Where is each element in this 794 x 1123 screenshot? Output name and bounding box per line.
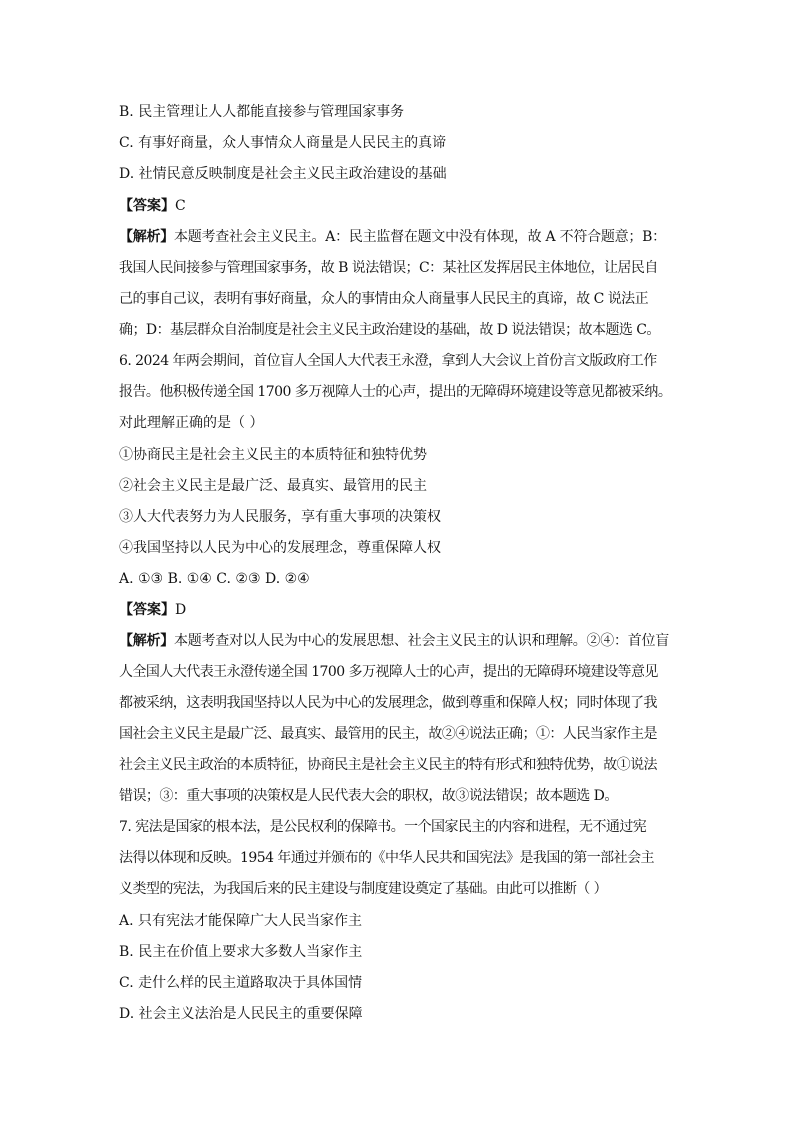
q6-analysis-line-4: 国社会主义民主是最广泛、最真实、最管用的民主，故②④说法正确；①：人民当家作主是 bbox=[119, 726, 657, 742]
q6-stem-line-3: 对此理解正确的是（ ） bbox=[119, 415, 264, 431]
q7-stem-line-3: 义类型的宪法，为我国后来的民主建设与制度建设奠定了基础。由此可以推断（ ） bbox=[119, 881, 608, 897]
q6-analysis-line-1 bbox=[119, 631, 699, 651]
q6-analysis-line-6: 错误；③：重大事项的决策权是人民代表大会的职权，故③说法错误；故本题选 D。 bbox=[119, 788, 618, 804]
q6-options: A. ①③ B. ①④ C. ②③ D. ②④ bbox=[119, 571, 310, 587]
q5-analysis-line-3: 己的事自己议，表明有事好商量，众人的事情由众人商量事人民民主的真谛，故 C 说法正 bbox=[119, 291, 649, 307]
q5-option-c: C. 有事好商量，众人事情众人商量是人民民主的真谛 bbox=[119, 135, 447, 151]
q6-analysis-line-5: 社会主义民主政治的本质特征，协商民主是社会主义民主的特有形式和独特优势，故①说法 bbox=[119, 757, 657, 773]
q6-analysis-text-1: 本题考查对以人民为中心的发展思想、社会主义民主的认识和理解。②④：首位盲 bbox=[174, 633, 669, 649]
q6-answer bbox=[119, 600, 699, 620]
q5-answer-tag: 【答案】 bbox=[119, 198, 175, 214]
q7-stem-line-2: 法得以体现和反映。1954 年通过并颁布的《中华人民共和国宪法》是我国的第一部社会主 bbox=[119, 850, 654, 866]
q6-analysis-line-3: 都被采纳，这表明我国坚持以人民为中心的发展理念，做到尊重和保障人权；同时体现了我 bbox=[119, 695, 657, 711]
q5-answer-value: C bbox=[175, 198, 186, 214]
q7-option-a: A. 只有宪法才能保障广大人民当家作主 bbox=[119, 913, 363, 929]
q7-option-b: B. 民主在价值上要求大多数人当家作主 bbox=[119, 944, 363, 960]
q7-option-d: D. 社会主义法治是人民民主的重要保障 bbox=[119, 1006, 363, 1022]
q5-analysis-tag: 【解析】 bbox=[119, 229, 174, 245]
q6-stem-line-1: 6. 2024 年两会期间，首位盲人全国人大代表王永澄，拿到人大会议上首份言文版政府工作 bbox=[119, 353, 657, 369]
q5-analysis-line-4: 确；D：基层群众自治制度是社会主义民主政治建设的基础，故 D 说法错误；故本题选 C。 bbox=[119, 322, 660, 338]
q6-answer-value: D bbox=[175, 602, 187, 618]
q6-answer-tag: 【答案】 bbox=[119, 602, 175, 618]
q6-analysis-tag: 【解析】 bbox=[119, 633, 174, 649]
q7-option-c: C. 走什么样的民主道路取决于具体国情 bbox=[119, 975, 363, 991]
q6-statement-1: ①协商民主是社会主义民主的本质特征和独特优势 bbox=[119, 447, 427, 463]
q5-analysis-line-1 bbox=[119, 227, 699, 247]
q5-option-b: B. 民主管理让人人都能直接参与管理国家事务 bbox=[119, 104, 405, 120]
q5-analysis-text-1: 本题考查社会主义民主。A：民主监督在题文中没有体现，故 A 不符合题意；B： bbox=[174, 229, 666, 245]
q7-stem-line-1: 7. 宪法是国家的根本法，是公民权利的保障书。一个国家民主的内容和进程，无不通过宪 bbox=[119, 819, 647, 835]
q6-statement-4: ④我国坚持以人民为中心的发展理念，尊重保障人权 bbox=[119, 540, 441, 556]
q6-analysis-line-2: 人全国人大代表王永澄传递全国 1700 多万视障人士的心声，提出的无障碍环境建设等意见 bbox=[119, 664, 658, 680]
q5-analysis-line-2: 我国人民间接参与管理国家事务，故 B 说法错误；C：某社区发挥居民主体地位，让居民自 bbox=[119, 260, 658, 276]
q5-answer bbox=[119, 196, 699, 216]
q6-statement-2: ②社会主义民主是最广泛、最真实、最管用的民主 bbox=[119, 478, 427, 494]
q5-option-d: D. 社情民意反映制度是社会主义民主政治建设的基础 bbox=[119, 166, 447, 182]
q6-statement-3: ③人大代表努力为人民服务，享有重大事项的决策权 bbox=[119, 509, 441, 525]
q6-stem-line-2: 报告。他积极传递全国 1700 多万视障人士的心声，提出的无障碍环境建设等意见都被采纳。 bbox=[119, 384, 672, 400]
